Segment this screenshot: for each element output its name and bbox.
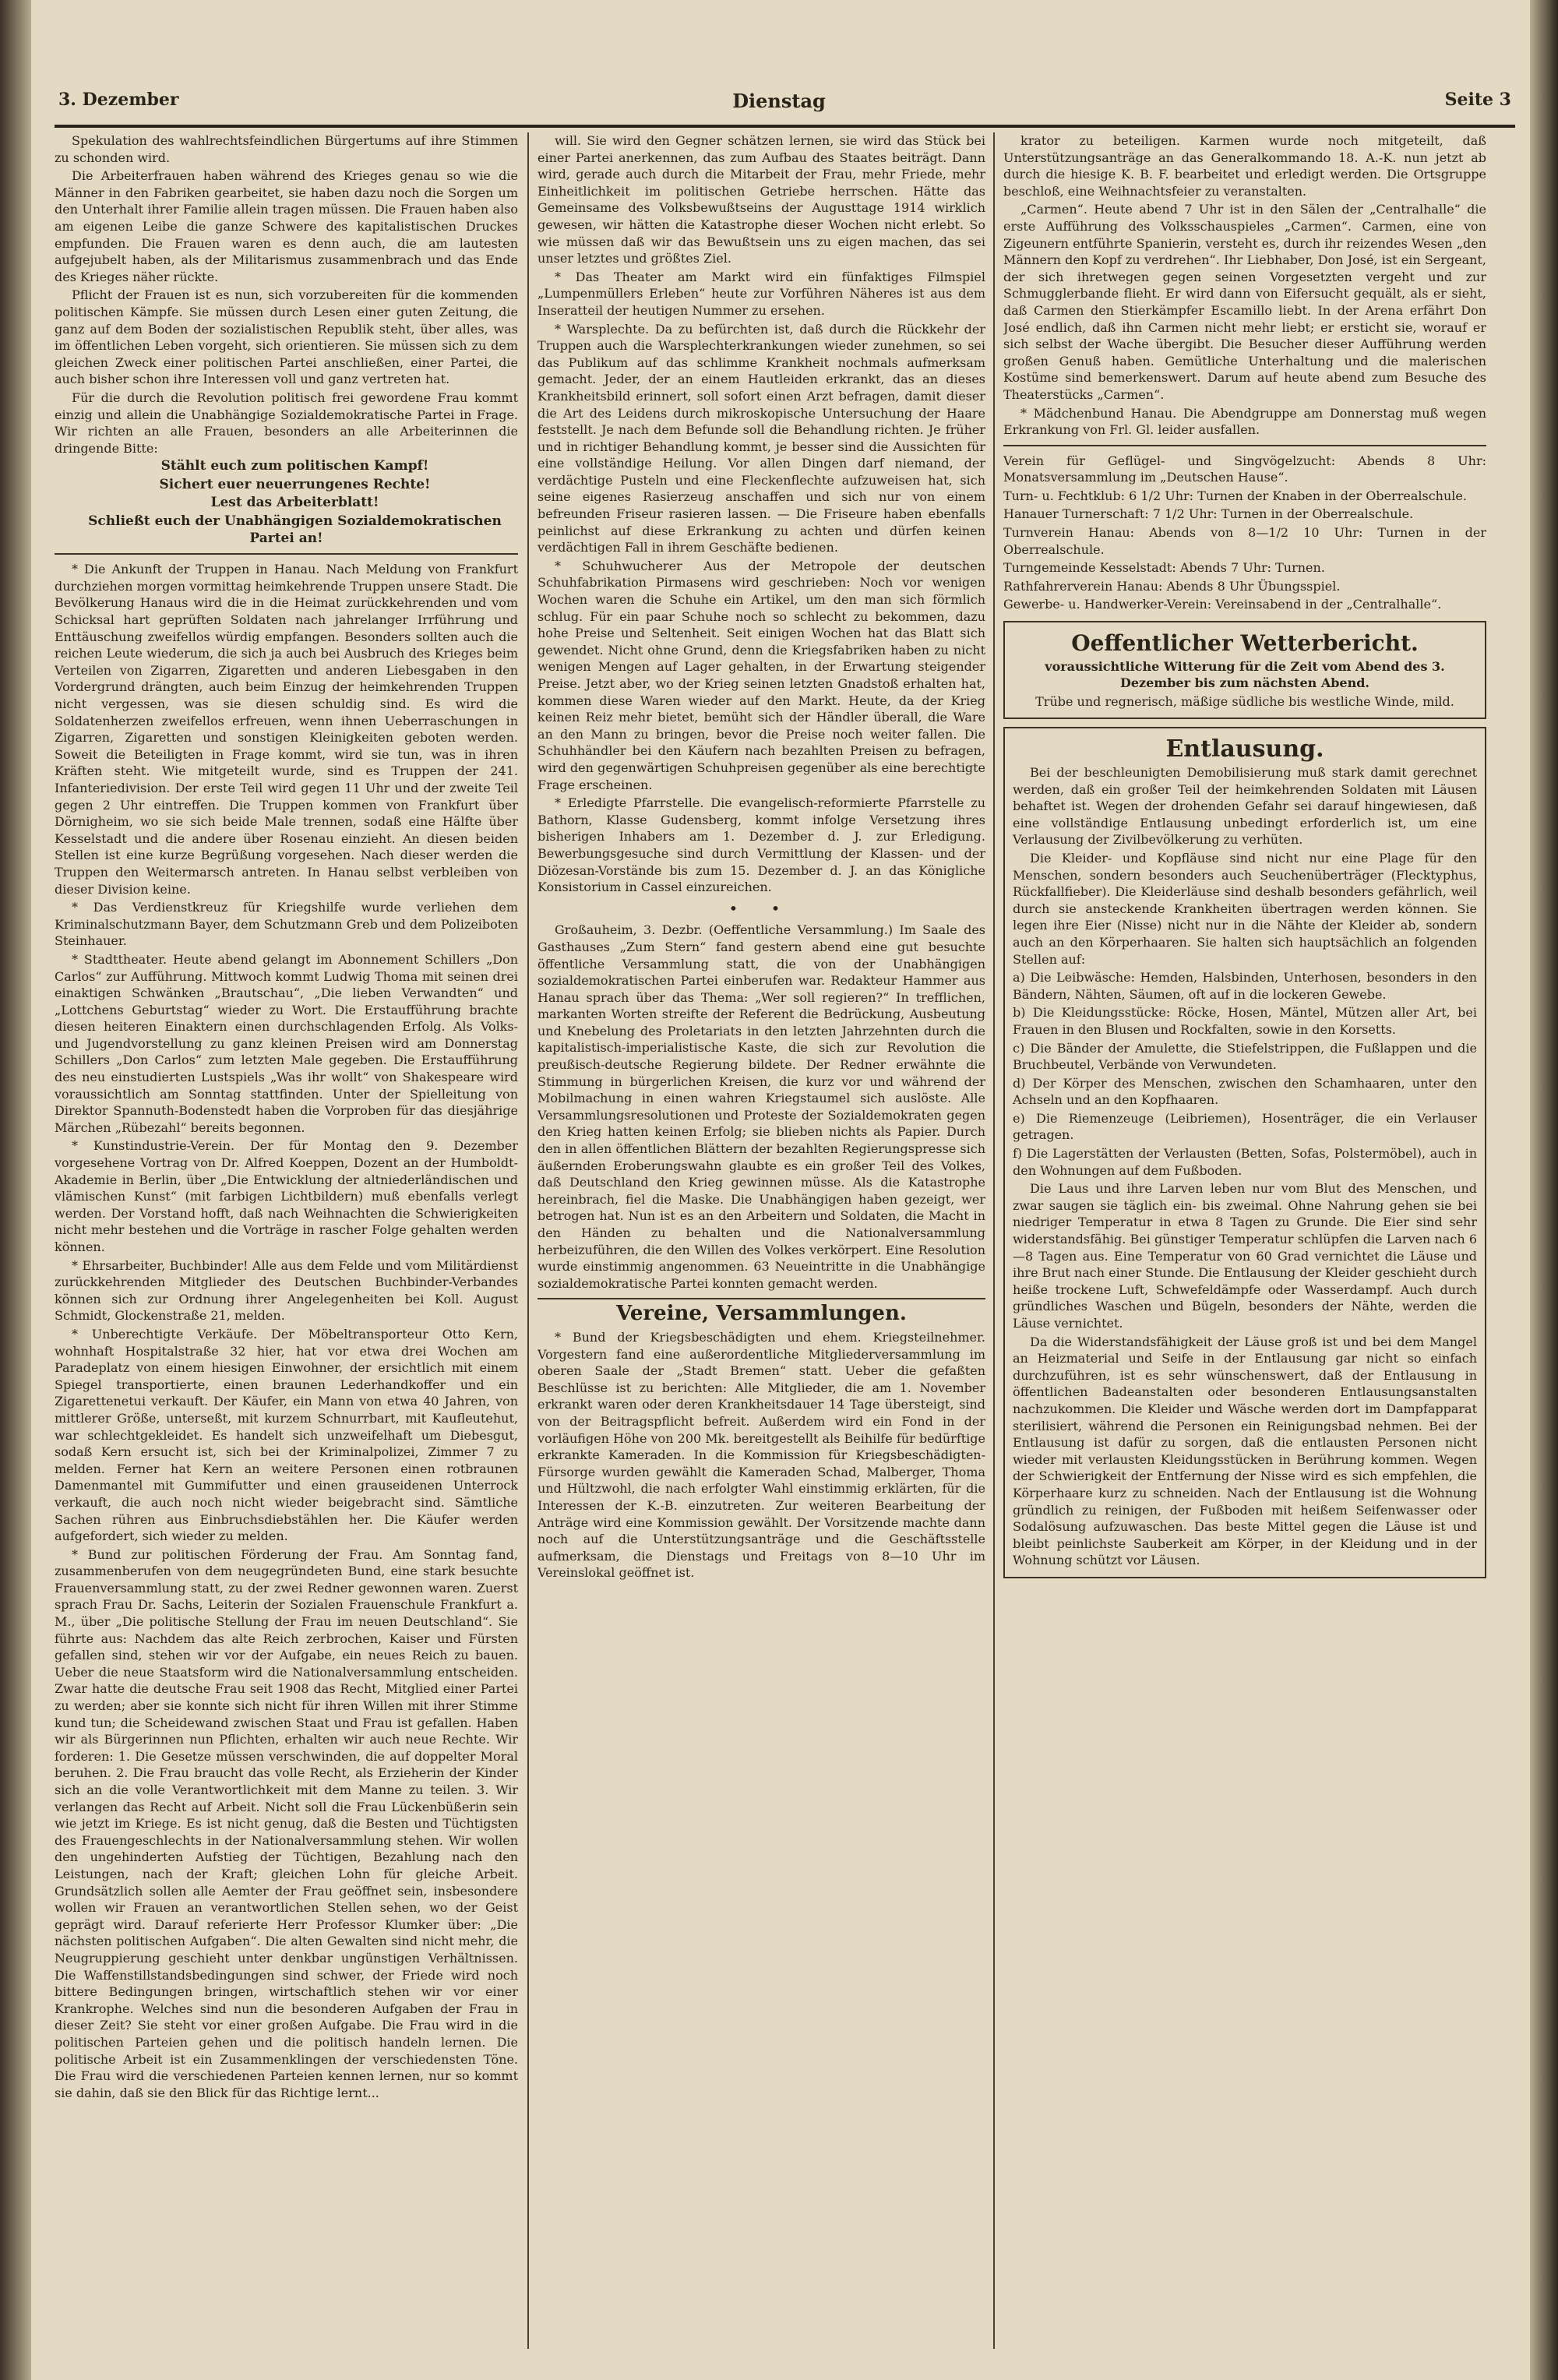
local-news-item: * Kunstindustrie-Verein. Der für Montag den 9. Dezember vorgesehene Vortrag von Dr. Alfred Koeppen, Dozent an der Humboldt-Akademie in Berlin, über „Die Entwicklung der altniederländischen und vlämischen Kunst“ (mit farbigen Lichtbildern) muß ebenfalls verlegt werden. Der Vorstand hofft, daß nach Weihnachten die Schwierigkeiten nicht mehr bestehen und die Vorträge in rascher Folge gehalten werden können. — [55, 1138, 518, 1254]
slogan: Schließt euch der Unabhängigen Sozialdemokratischen Partei an! — [88, 513, 502, 546]
delousing-notice-box — [1003, 727, 1486, 1578]
header-page-number: Seite 3 — [1444, 90, 1511, 110]
local-news-item: * Bund zur politischen Förderung der Frau. Am Sonntag fand, zusammenberufen von dem neugegründeten Bund, eine stark besuchte Frauenversammlung statt, zu der zwei Redner gewonnen waren. Zuerst sprach Frau Dr. Sachs, Leiterin der Sozialen Frauenschule Frankfurt a. M., über „Die politische Stellung der Frau im neuen Deutschland“. Sie führte aus: Nachdem das alte Reich zerbrochen, Kaiser und Fürsten gefallen sind, stehen wir vor der Aufgabe, ein neues Reich zu bauen. Ueber die neue Staatsform wird die Nationalversammlung entscheiden. Zwar hatte die deutsche Frau seit 1908 das Recht, Mitglied einer Partei zu werden; aber sie konnte sich nicht für ihren Willen mit ihrer Stimme kund tun; die Scheidewand zwischen Staat und Frau ist gefallen. Haben wir als Bürgerinnen nun Pflichten, erhalten wir auch neue Rechte. Wir forderen: 1. Die Gesetze müssen verschwinden, die auf doppelter Moral beruhen. 2. Die Frau braucht das volle Recht, als Erzieherin der Kinder sich an die volle Verantwortlichkeit mit dem Manne zu teilen. 3. Wir verlangen das Recht auf Arbeit. Nicht soll die Frau Lückenbüßerin sein wie jetzt im Kriege. Es ist nicht genug, daß die Besten und Tüchtigsten des Frauengeschlechts in der Nationalversammlung stehen. Wir wollen den ungehinderten Aufstieg der Tüchtigen, Bezahlung nach den Leistungen, nach der Kraft; gleichen Lohn für gleiche Arbeit. Grundsätzlich sollen alle Aemter der Frau geöffnet sein, insbesondere wollen wir Frauen an verantwortlichen Stellen sehen, wo der Geist geprägt wird. Darauf referierte Herr Professor Klumker über: „Die nächsten politischen Aufgaben“. Die alten Gewalten sind nicht mehr, die Neugruppierung geschieht unter denkbar ungünstigen Verhältnissen. Die Waffenstillstandsbedingungen sind schwer, der Friede wird noch bittere Bedingungen bringen, wirtschaftlich stehen wir vor einer Krankrophe. Welches sind nun die besonderen Aufgaben der Frau in dieser Zeit? Sie steht vor einer großen Aufgabe. Die Frau wird in die politischen Parteien gehen und die politisch handeln lernen. Die politische Arbeit ist ein Zusammenklingen der verschiedensten Töne. Die Frau wird die verschiedenen Parteien kennen lernen, nur so kommt sie dahin, daß sie den Blick für das Richtige lernt... — [55, 1546, 518, 2100]
delousing-list — [1013, 969, 1477, 1179]
club-entry: Rathfahrerverein Hanau: Abends 8 Uhr Übungsspiel. — [1003, 578, 1341, 594]
delousing-list-item: b) Die Kleidungsstücke: Röcke, Hosen, Mäntel, Mützen aller Art, bei Frauen in den Blusen und Rockfalten, sowie in den Korsetts. — [1013, 1005, 1477, 1037]
header-rule — [55, 125, 1515, 128]
weather-subtitle: voraussichtliche Witterung für die Zeit vom Abend des 3. Dezember bis zum nächsten Abend. — [1045, 658, 1445, 691]
delousing-title: Entlausung. — [1165, 735, 1324, 763]
column-2 — [538, 132, 985, 2349]
notice-item: * Das Theater am Markt wird ein fünfaktiges Filmspiel „Lumpenmüllers Erleben“ heute zur Vorführen Näheres ist aus dem Inseratteil der heutigen Nummer zu ersehen. — [538, 269, 985, 318]
section-divider — [55, 553, 518, 555]
notice-item: * Mädchenbund Hanau. Die Abendgruppe am Donnerstag muß wegen Erkrankung von Frl. Gl. leider ausfallen. — [1003, 405, 1486, 438]
club-entry: Turnverein Hanau: Abends von 8—1/2 10 Uhr: Turnen in der Oberrealschule. — [1003, 525, 1486, 557]
article-paragraph: Die Arbeiterfrauen haben während des Krieges genau so wie die Männer in den Fabriken gearbeitet, sie haben dazu noch die Sorgen um den Unterhalt ihrer Familie allein tragen müssen. Die Frauen haben also am eigenen Leibe die ganze Schwere des kapitalistischen Druckes empfunden. Die Frauen waren es denn auch, die am lautesten aufgejubelt haben, als der Militarismus zusammenbrach und das Ende des Krieges näher rückte. — [55, 168, 518, 284]
delousing-list-item: d) Der Körper des Menschen, zwischen den Schamhaaren, unter den Achseln und an den Kopfhaaren. — [1013, 1075, 1477, 1108]
section-heading: Vereine, Versammlungen. — [616, 1302, 907, 1326]
club-entry: Turngemeinde Kesselstadt: Abends 7 Uhr: Turnen. — [1003, 560, 1325, 576]
weather-title: Oeffentlicher Wetterbericht. — [1071, 630, 1419, 657]
notice-item: * Schuhwucherer Aus der Metropole der deutschen Schuhfabrikation Pirmasens wird geschrieben: Noch vor wenigen Wochen waren die Schuhe ein Artikel, um den man sich förmlich schlug. Für ein paar Schuhe noch so schlecht zu bekommen, dazu hohe Preise und Seltenheit. Seit einigen Wochen hat das Blatt sich gewendet. Nicht ohne Grund, denn die Kriegsfabriken haben zu nicht wenigen Mengen auf Lager gehalten, in der Erwartung steigender Preise. Jetzt aber, wo der Krieg seinen letzten Gnadstoß erhalten hat, kommen diese Waren wieder auf den Markt. Heute, da der Krieg keinen Reiz mehr bietet, bemüht sich der Händler überall, die Ware an den Mann zu bringen, bevor die Preise noch weiter fallen. Die Schuhhändler bei den Käufern nach bezahlten Preisen zu befragen, wird den gegenwärtigen Schuhpreisen gegenüber als eine berechtigte Frage erscheinen. — [538, 558, 985, 792]
weather-report-box — [1003, 621, 1486, 719]
scan-edge-left — [0, 0, 31, 2380]
column-3 — [1003, 132, 1486, 2349]
association-notice: * Bund der Kriegsbeschädigten und ehem. Kriegsteilnehmer. Vorgestern fand eine außerordentliche Mitgliederversammlung im oberen Saale der „Stadt Bremen“ statt. Ueber die gefaßten Beschlüsse ist zu berichten: Alle Mitglieder, die am 1. November erkrankt waren oder deren Krankheitsdauer 14 Tage übersteigt, sind von der Beitragspflicht befreit. Außerdem wird ein Fond in der vorläufigen Höhe von 200 Mk. bereitgestellt als Beihilfe für bedürftige erkrankte Kameraden. In die Kommission für Kriegsbeschädigten-Fürsorge wurden gewählt die Kameraden Schad, Malberger, Thoma und Hültzwohl, die nach erfolgter Wahl einstimmig erklärten, für die Interessen der K.-B. einzutreten. Zur weiteren Bearbeitung der Anträge wird eine Kommission gewählt. Der Vorsitzende machte dann noch auf die Unterstützungsanträge und die Geschäftsstelle aufmerksam, die Dienstags und Freitags von 8—10 Uhr im Vereinslokal geöffnet ist. — [538, 1329, 985, 1581]
header-date: 3. Dezember — [58, 90, 179, 110]
slogan: Sichert euer neuerrungenes Rechte! — [159, 476, 431, 492]
section-divider-ornament: • • — [728, 898, 795, 918]
slogan: Stählt euch zum politischen Kampf! — [160, 458, 429, 474]
article-paragraph: Für die durch die Revolution politisch frei gewordene Frau kommt einzig und allein die Unabhängige Sozialdemokratische Partei in Frage. Wir richten an alle Frauen, besonders an alle Arbeiterinnen die dringende Bitte: — [55, 390, 518, 456]
local-news-item: * Stadttheater. Heute abend gelangt im Abonnement Schillers „Don Carlos“ zur Aufführung. Mittwoch kommt Ludwig Thoma mit seinen drei einaktigen Schwänken „Brautschau“, „Die lieben Verwandten“ und „Lottchens Geburtstag“ wieder zu Wort. Die Erstaufführung brachte diesen heiteren Einaktern einen durchschlagenden Erfolg. Als Volks- und Jugendvorstellung zu ganz kleinen Preisen wird am Donnerstag Schillers „Don Carlos“ zum letzten Male gegeben. Die Erstaufführung des neu einstudierten Lustspiels „Was ihr wollt“ von Shakespeare wird voraussichtlich am Sonntag stattfinden. Unter der Spielleitung von Direktor Spannuth-Bodenstedt haben die Vorproben für das diesjährige Märchen „Rübezahl“ bereits begonnen. — [55, 951, 518, 1135]
weather-forecast: Trübe und regnerisch, mäßige südliche bis westliche Winde, mild. — [1035, 693, 1454, 709]
local-news-item: * Die Ankunft der Truppen in Hanau. Nach Meldung von Frankfurt durchziehen morgen vormittag heimkehrende Truppen unsere Stadt. Die Bevölkerung Hanaus wird die in die Heimat zurückkehrenden und vom Schicksal hart geprüften Soldaten nach jahrelanger Irrführung und Enttäuschung zweifellos würdig empfangen. Besonders sollten auch die reichen Leute wiederum, die sich ja auch bei Ausbruch des Krieges beim Verteilen von Zigarren, Zigaretten und anderen Liebesgaben in den Vordergrund drängten, auch beim Einzug der heimkehrenden Truppen nicht vergessen, was sie diesen schuldig sind. Es wird die Soldatenherzen zweifellos erfreuen, wenn ihnen Ueberraschungen in Zigarren, Zigaretten und sonstigen Kleinigkeiten geboten werden. Soweit die Beteiligten in Frage kommt, wird sie tun, was in ihren Kräften steht. Wie mitgeteilt wurde, sind es Truppen der 241. Infanteriedivision. Der erste Teil wird gegen 11 Uhr und der zweite Teil gegen 2 Uhr eintreffen. Die Truppen kommen von Frankfurt über Dörnigheim, wo sie sich beide Male trennen, sodaß eine Hälfte über Kesselstadt und die andere über Rosenau einzieht. An diesen beiden Stellen ist eine kurze Begrüßung vorgesehen. Nach dieser werden die Truppen den Weitermarsch antreten. In Hanau selbst verbleiben von dieser Division keine. — [55, 562, 518, 897]
column-1 — [55, 132, 518, 2349]
club-entry: Gewerbe- u. Handwerker-Verein: Vereinsabend in der „Centralhalle“. — [1003, 597, 1442, 612]
club-entry: Hanauer Turnerschaft: 7 1/2 Uhr: Turnen in der Oberrealschule. — [1003, 506, 1414, 522]
club-calendar — [1003, 453, 1486, 613]
local-news-item: * Das Verdienstkreuz für Kriegshilfe wurde verliehen dem Kriminalschutzmann Bayer, dem Schutzmann Greb und dem Polizeiboten Steinhauer. — [55, 900, 518, 949]
article-paragraph: Pflicht der Frauen ist es nun, sich vorzubereiten für die kommenden politischen Kämpfe. Sie müssen durch Lesen einer guten Zeitung, die ganz auf dem Boden der sozialistischen Republik steht, über alles, was im öffentlichen Leben vorgeht, sich orientieren. Sie müssen sich zu dem gleichen Zweck einer politischen Partei anschließen, einer Partei, die auch bisher schon ihre Interessen voll und ganz vertreten hat. — [55, 287, 518, 387]
meeting-report: Großauheim, 3. Dezbr. (Oeffentliche Versammlung.) Im Saale des Gasthauses „Zum Stern“ fand gestern abend eine gut besuchte öffentliche Versammlung statt, die von der Unabhängigen sozialdemokratischen Partei einberufen war. Redakteur Hammer aus Hanau sprach über das Thema: „Wer soll regieren?“ In trefflichen, markanten Worten streifte der Referent die Bedrückung, Ausbeutung und Knebelung des Proletariats in den letzten Jahrzehnten durch die kapitalistisch-imperialistische Kaste, die sich zur Revolution die preußisch-deutsche Regierung bildete. Der Redner erwähnte die Stimmung in bürgerlichen Kreisen, die kurz vor und während der Mobilmachung in einen wahren Kriegstaumel sich auslöste. Alle Versammlungsresolutionen und Proteste der Sozialdemokraten gegen den Krieg hatten keinen Erfolg; sie blieben nichts als Papier. Durch den in allen öffentlichen Blättern der bezahlten Regierungspresse sich äußernden Eroberungswahn glaubte es ein großer Teil des Volkes, daß Deutschland den Krieg gewinnen müsse. Als die Katastrophe hereinbrach, fiel die Maske. Die Unabhängigen haben gezeigt, wer betrogen hat. Nun ist es an den Arbeitern und Soldaten, die Macht in den Händen zu behalten und die Nationalversammlung herbeizuführen, die den Willen des Volkes verkörpert. Eine Resolution wurde einstimmig angenommen. 63 Neueintritte in die Unabhängige sozialdemokratische Partei konnten gemacht werden. — [538, 922, 985, 1291]
delousing-paragraph: Die Kleider- und Kopfläuse sind nicht nur eine Plage für den Menschen, sondern besonders auch Seuchenüberträger (Flecktyphus, Rückfallfieber). Die Kleiderläuse sind deshalb besonders gefährlich, weil durch sie ansteckende Krankheiten übertragen werden können. Sie legen ihre Eier (Nisse) nicht nur in die Nähte der Kleider ab, sondern auch an den Körperhaaren. Sie halten sich hauptsächlich an folgenden Stellen auf: — [1013, 850, 1477, 967]
delousing-paragraph: Da die Widerstandsfähigkeit der Läuse groß ist und bei dem Mangel an Heizmaterial und Seife in der Entlausung gar nicht so einfach durchzuführen, ist es sehr wünschenswert, daß der Entlausung in öffentlichen Badeanstalten oder besonderen Entlausungsanstalten nachzukommen. Die Kleider und Wäsche werden dort im Dampfapparat sterilisiert, während die Personen ein Reinigungsbad nehmen. Bei der Entlausung ist dafür zu sorgen, daß die entlausten Personen nicht wieder mit verlausten Kleidungsstücken in Berührung kommen. Wegen der Schwierigkeit der Entfernung der Nisse wird es sich empfehlen, die Körperhaare kurz zu schneiden. Nach der Entlausung ist die Wohnung gründlich zu reinigen, der Fußboden mit heißem Seifenwasser oder Sodalösung aufzuwaschen. Das beste Mittel gegen die Läuse ist und bleibt peinlichste Sauberkeit am Körper, in der Kleidung und in der Wohnung schützt vor Läusen. — [1013, 1334, 1477, 1568]
delousing-list-item: e) Die Riemenzeuge (Leibriemen), Hosenträger, die ein Verlauser getragen. — [1013, 1110, 1477, 1143]
delousing-list-item: c) Die Bänder der Amulette, die Stiefelstrippen, die Fußlappen und die Bruchbeutel, Verbände von Verwundeten. — [1013, 1040, 1477, 1073]
slogan: Lest das Arbeiterblatt! — [210, 495, 379, 511]
notice-item: „Carmen“. Heute abend 7 Uhr ist in den Sälen der „Centralhalle“ die erste Aufführung des Volksschauspieles „Carmen“. Carmen, eine von Zigeunern entführte Spanierin, versteht es, durch ihr reizendes Wesen „den Männern den Kopf zu verdrehen“. Ihr Liebhaber, Don José, ist ein Sergeant, der sich ihretwegen gegen seinen Vorgesetzten vergeht und zur Schmugglerbande flieht. Er wird dann von Eifersucht gequält, als er sieht, daß Carmen den Stierkämpfer Escamillo liebt. In der Arena erfährt Don José endlich, daß ihn Carmen nicht mehr liebt; er ersticht sie, worauf er sich selbst der Wache übergibt. Die Besucher dieser Aufführung werden großen Genuß haben. Gemütliche Unterhaltung und die malerischen Kostüme sind bemerkenswert. Darum auf heute abend zum Besuche des Theaterstücks „Carmen“. — [1003, 202, 1486, 402]
scan-edge-right — [1530, 0, 1558, 2380]
column-rule-1 — [527, 132, 529, 2349]
article-paragraph: will. Sie wird den Gegner schätzen lernen, sie wird das Stück bei einer Partei anerkennen, das zum Aufbau des Staates beiträgt. Dann wird, gerade auch durch die Mitarbeit der Frau, mehr Friede, mehr Einheitlichkeit im politischen Getriebe herrschen. Hätte das Gemeinsame des Volksbewußtseins der Augusttage 1914 wirklich gewesen, wir hätten die Katastrophe dieser Wochen nicht erlebt. So wie müssen daß wir das Bewußtsein uns zu eigen machen, das sei unser letztes und größtes Ziel. — [538, 133, 985, 266]
club-entry: Verein für Geflügel- und Singvögelzucht: Abends 8 Uhr: Monatsversammlung im „Deutschen Hause“. — [1003, 453, 1486, 485]
notice-item: * Erledigte Pfarrstelle. Die evangelisch-reformierte Pfarrstelle zu Bathorn, Klasse Gudensberg, kommt infolge Versetzung ihres bisherigen Inhabers am 1. Dezember d. J. zur Erledigung. Bewerbungsgesuche sind durch Vermittlung der Klassen- und der Diözesan-Vorstände bis zum 15. Dezember d. J. an das Königliche Konsistorium in Cassel einzureichen. — [538, 795, 985, 895]
delousing-list-item: a) Die Leibwäsche: Hemden, Halsbinden, Unterhosen, besonders in den Bändern, Nähten, Säumen, oft auf in die lockeren Gewebe. — [1013, 970, 1477, 1002]
article-paragraph: krator zu beteiligen. Karmen wurde noch mitgeteilt, daß Unterstützungsanträge an das Generalkommando 18. A.-K. nun jetzt ab durch die hiesige K. B. F. bearbeitet und erledigt werden. Die Ortsgruppe beschloß, eine Weihnachtsfeier zu veranstalten. — [1003, 133, 1486, 199]
delousing-paragraph: Bei der beschleunigten Demobilisierung muß stark damit gerechnet werden, daß ein großer Teil der heimkehrenden Soldaten mit Läusen behaftet ist. Wegen der drohenden Gefahr sei darauf hingewiesen, daß eine vollständige Entlausung unbedingt erforderlich ist, um eine Verlausung der Zivilbevölkerung zu verhüten. — [1013, 765, 1477, 848]
article-paragraph: Spekulation des wahlrechtsfeindlichen Bürgertums auf ihre Stimmen zu schonden wird. — [55, 133, 518, 165]
local-news-item: * Unberechtigte Verkäufe. Der Möbeltransporteur Otto Kern, wohnhaft Hospitalstraße 32 hier, hat vor etwa drei Wochen am Paradeplatz von einem hiesigen Einwohner, der ersichtlich mit einem Spiegel transportierte, einen braunen Lederhandkoffer und ein Zigarettenetui verkauft. Der Käufer, ein Mann von etwa 40 Jahren, von mittlerer Größe, unterseßt, mit kurzem Schnurrbart, mit Kaufleutehut, war schlechtgekleidet. Es handelt sich unzweifelhaft um Diebesgut, sodaß Kern ersucht ist, sich bei der Kriminalpolizei, Zimmer 7 zu melden. Ferner hat Kern an weitere Personen einen rotbraunen Damenmantel mit Gummifutter und einen grauseidenen Unterrock verkauft, die auch noch nicht wieder beigebracht sind. Sämtliche Sachen rühren aus Einbruchsdiebstählen her. Die Käufer werden aufgefordert, sich wieder zu melden. — [55, 1326, 518, 1544]
notice-item: * Warsplechte. Da zu befürchten ist, daß durch die Rückkehr der Truppen auch die Warsplechterkrankungen wieder zunehmen, so sei das Publikum auf das schlimme Krankheit nochmals aufmerksam gemacht. Jeder, der an einem Hautleiden erkrankt, das an dieses Krankheitsbild erinnert, soll sofort einen Arzt befragen, damit dieser die Art des Leidens durch mikroskopische Untersuchung der Haare feststellt. Je nach dem Befunde soll die Behandlung richten. Je früher und in richtiger Behandlung kommt, je besser sind die Aussichten für eine vollständige Heilung. Vor allen Dingen darf niemand, der verdächtige Pusteln und eine Fleckenflechte aufzuweisen hat, sich seine eigenes Rasierzeug anschaffen und sich nur von einem befreunden Friseur rasieren lassen. — Die Friseure haben ebenfalls peinlichst auf diese Erkrankung zu achten und dürfen keinen verdächtigen Fall in ihrem Geschäfte bedienen. — [538, 321, 985, 555]
column-rule-2 — [993, 132, 995, 2349]
club-entry: Turn- u. Fechtklub: 6 1/2 Uhr: Turnen der Knaben in der Oberrealschule. — [1003, 488, 1467, 503]
section-divider — [538, 1298, 985, 1299]
delousing-list-item: f) Die Lagerstätten der Verlausten (Betten, Sofas, Polstermöbel), auch in den Wohnungen auf dem Fußboden. — [1013, 1146, 1477, 1178]
section-divider — [1003, 445, 1486, 446]
local-news-item: * Ehrsarbeiter, Buchbinder! Alle aus dem Felde und vom Militärdienst zurückkehrenden Mitglieder des Deutschen Buchbinder-Verbandes können sich zur Ordnung ihrer Angelegenheiten bei Koll. August Schmidt, Glockenstraße 21, melden. — [55, 1257, 518, 1324]
header-day: Dienstag — [732, 90, 826, 112]
delousing-paragraph: Die Laus und ihre Larven leben nur vom Blut des Menschen, und zwar saugen sie täglich ein- bis zweimal. Ohne Nahrung gehen sie bei niedriger Temperatur in etwa 8 Tagen zu Grunde. Die Eier sind sehr widerstandsfähig. Bei günstiger Temperatur schlüpfen die Larven nach 6—8 Tagen aus. Eine Temperatur von 60 Grad vernichtet die Läuse und ihre Brut nach einer Stunde. Die Entlausung der Kleider geschieht durch heiße trockene Luft, Schwefeldämpfe oder Wasserdampf. Auch durch gründliches Waschen und Bügeln, besonders der Nähte, werden die Läuse vernichtet. — [1013, 1181, 1477, 1331]
